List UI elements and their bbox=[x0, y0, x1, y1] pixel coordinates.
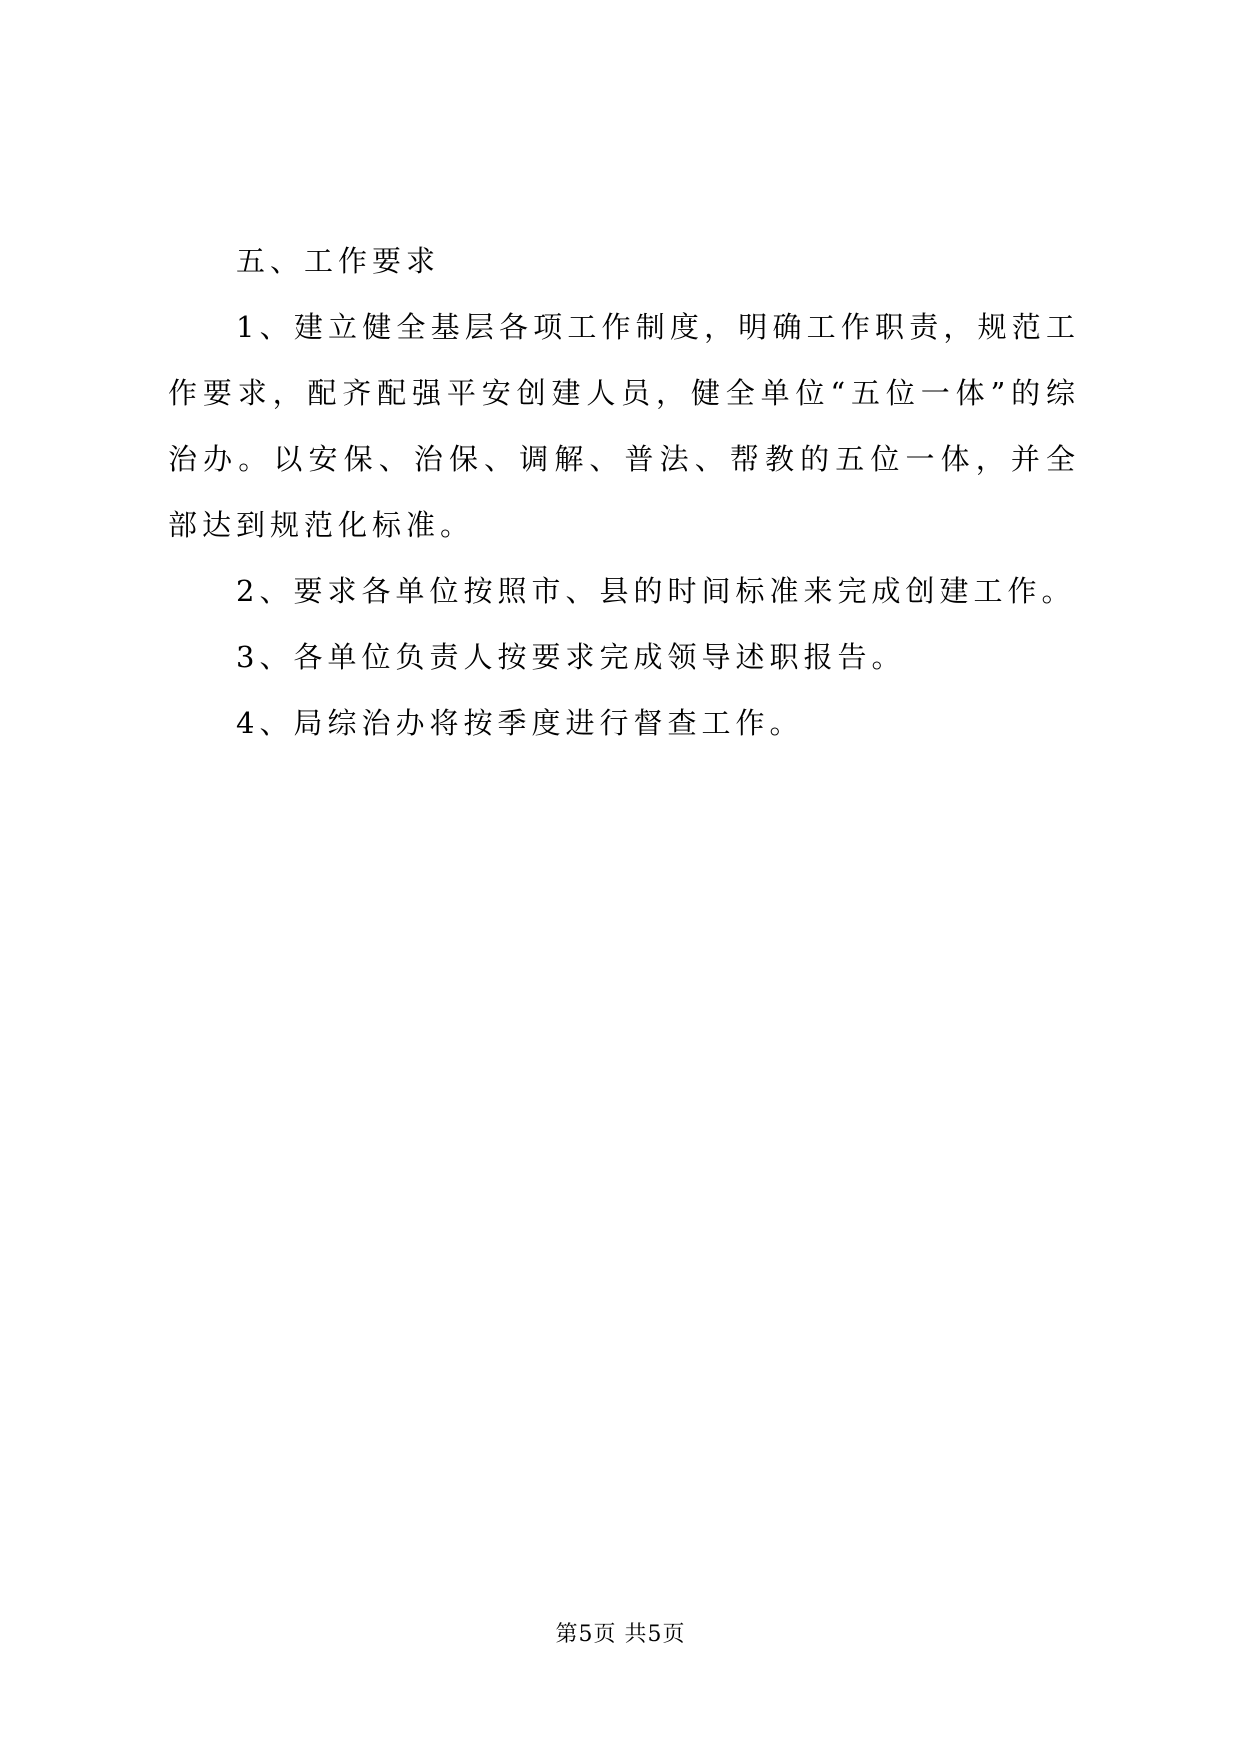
page-number-footer: 第5页 共5页 bbox=[555, 1622, 686, 1647]
requirement-paragraph-2: 2、要求各单位按照市、县的时间标准来完成创建工作。 bbox=[236, 574, 1076, 608]
requirement-paragraph-3: 3、各单位负责人按要求完成领导述职报告。 bbox=[236, 640, 906, 674]
section-heading: 五、工作要求 bbox=[236, 244, 441, 278]
requirement-paragraph-1: 1、建立健全基层各项工作制度，明确工作职责，规范工作要求，配齐配强平安创建人员，健全单位“五位一体”的综治办。以安保、治保、调解、普法、帮教的五位一体，并全部达到规范化标准。 bbox=[168, 310, 1080, 542]
requirement-paragraph-4: 4、局综治办将按季度进行督查工作。 bbox=[236, 706, 804, 740]
document-body bbox=[168, 228, 1080, 756]
